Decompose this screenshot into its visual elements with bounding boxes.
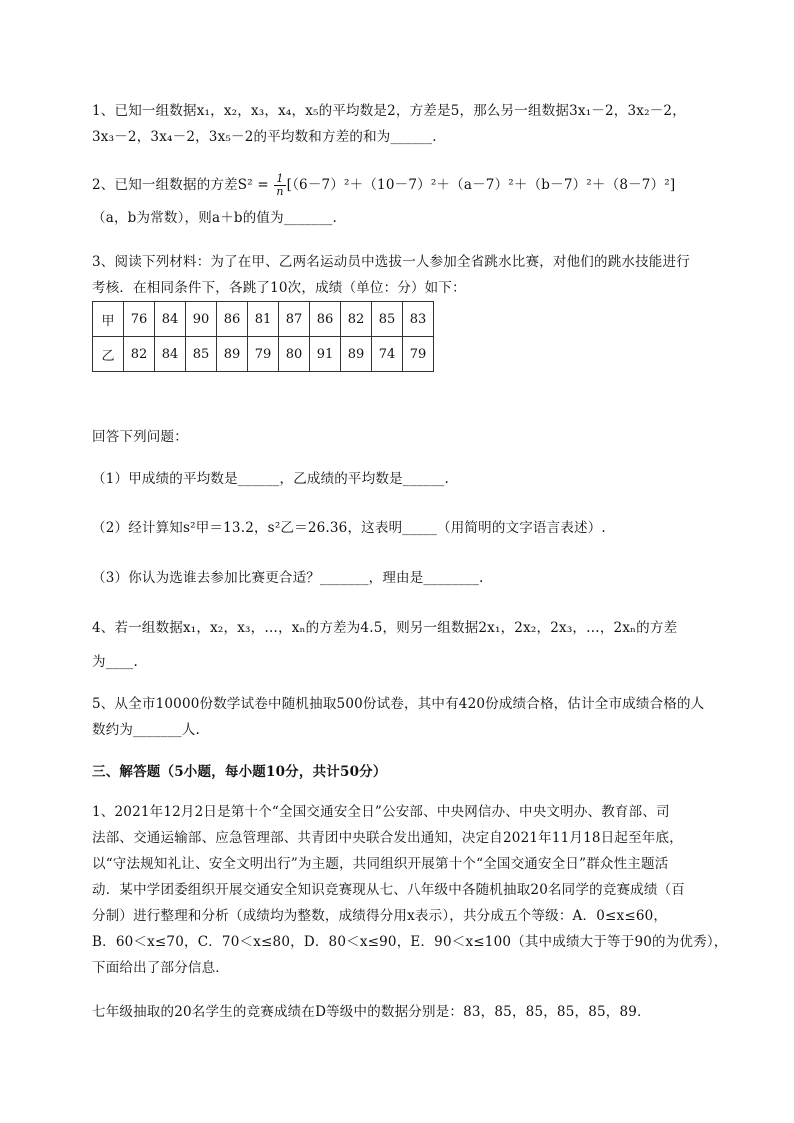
s3-q1-line8: 七年级抽取的20名学生的竞赛成绩在D等级中的数据分别是：83，85，85，85，85，89． [92,1004,651,1020]
s3-q1-line5: 分制）进行整理和分析（成绩均为整数，成绩得分用x表示），共分成五个等级：A．0≤x≤60， [92,908,668,924]
table-cell: 86 [217,302,248,337]
table-cell: 85 [372,302,403,337]
row-label: 甲 [93,302,124,337]
table-cell: 76 [124,302,155,337]
table-cell: 82 [341,302,372,337]
q1-line2: 3x₃－2，3x₄－2，3x₅－2的平均数和方差的和为______. [92,129,437,145]
table-cell: 91 [310,337,341,372]
q3-sub2: （2）经计算知s²甲＝13.2，s²乙＝26.36，这表明_____（用简明的文字语言表述）. [92,520,606,536]
table-cell: 79 [403,337,434,372]
q2-prefix: 2、已知一组数据的方差S² = [92,177,274,193]
q2-fraction-denominator: n [276,185,284,198]
table-cell: 82 [124,337,155,372]
q2-fraction [274,173,285,198]
row-label: 乙 [93,337,124,372]
q3-prompt: 回答下列问题： [92,429,188,445]
q3-line1: 3、阅读下列材料：为了在甲、乙两名运动员中选拔一人参加全省跳水比赛，对他们的跳水技能进行 [92,254,690,270]
q3-sub3: （3）你认为选谁去参加比赛更合适？_______，理由是________. [92,570,484,586]
s3-q1-line6: B．60＜x≤70，C．70＜x≤80，D．80＜x≤90，E．90＜x≤100（其中成绩大于等于90的为优秀）， [92,934,728,950]
s3-q1-line2: 法部、交通运输部、应急管理部、共青团中央联合发出通知，决定自2021年11月18日起至年底， [92,830,683,846]
q4-line1: 4、若一组数据x₁，x₂，x₃，…，xₙ的方差为4.5，则另一组数据2x₁，2x₂，2x₃，…，2xₙ的方差 [92,620,678,636]
table-cell: 81 [248,302,279,337]
section3-heading: 三、解答题（5小题，每小题10分，共计50分） [92,764,387,780]
s3-q1-line1: 1、2021年12月2日是第十个“全国交通安全日”公安部、中央网信办、中央文明办、教育部、司 [92,804,670,820]
table-cell: 89 [217,337,248,372]
q4-line2: 为____. [92,654,138,670]
table-row-jia [93,302,434,337]
table-cell: 79 [248,337,279,372]
q5-line1: 5、从全市10000份数学试卷中随机抽取500份试卷，其中有420份成绩合格，估计全市成绩合格的人 [92,696,705,712]
table-cell: 80 [279,337,310,372]
table-cell: 87 [279,302,310,337]
q3-line2: 考核．在相同条件下，各跳了10次，成绩（单位：分）如下： [92,280,466,296]
scores-table [92,301,434,372]
s3-q1-line7: 下面给出了部分信息． [92,960,229,976]
table-cell: 84 [155,337,186,372]
s3-q1-line4: 动．某中学团委组织开展交通安全知识竞赛现从七、八年级中各随机抽取20名同学的竞赛成绩（百 [92,882,685,898]
table-cell: 74 [372,337,403,372]
table-cell: 89 [341,337,372,372]
table-cell: 83 [403,302,434,337]
q2-line1 [92,172,675,198]
q2-suffix: [（6－7）²＋（10－7）²＋（a－7）²＋（b－7）²＋（8－7）²] [286,177,676,193]
table-cell: 85 [186,337,217,372]
q3-sub1: （1）甲成绩的平均数是______，乙成绩的平均数是______. [92,471,449,487]
table-cell: 90 [186,302,217,337]
s3-q1-line3: 以“守法规知礼让、安全文明出行”为主题，共同组织开展第十个“全国交通安全日”群众性主题活 [92,856,669,872]
q2-line2: （a，b为常数），则a＋b的值为_______. [92,210,337,226]
q5-line2: 数约为_______人. [92,722,200,738]
table-cell: 86 [310,302,341,337]
table-row-yi [93,337,434,372]
table-cell: 84 [155,302,186,337]
q1-line1: 1、已知一组数据x₁，x₂，x₃，x₄，x₅的平均数是2，方差是5，那么另一组数据3x₁－2，3x₂－2， [92,103,686,119]
q2-fraction-numerator: 1 [274,173,285,186]
